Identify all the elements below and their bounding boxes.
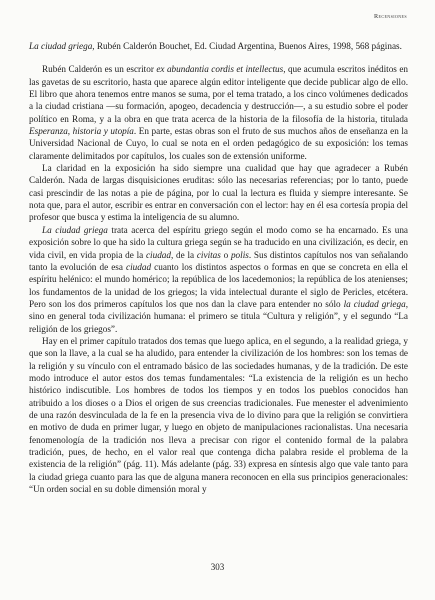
bibliographic-citation: [29, 40, 408, 52]
page-body: [29, 40, 408, 495]
italic-text: ex abundantia cordis et intellectus: [156, 64, 284, 75]
citation-details: Rubén Calderón Bouchet, Ed. Ciudad Argentina, Buenos Aires, 1998, 568 páginas.: [94, 41, 402, 51]
page-number: 303: [210, 562, 225, 572]
running-head: Recensiones: [374, 13, 407, 20]
text-run: cuanto los distintos aspectos o formas en que se concreta en ella el espíritu helénico: el mundo homérico; la república de los lacedemonios; la república de los atenienses; los fundamentos de la unidad de los griegos; la vida intelectual durante el siglo de Pericles, etcétera. Pero son los dos primeros capítulos los que nos dan la clave para entender no sólo: [29, 261, 408, 309]
text-run: o: [220, 249, 231, 260]
paragraph: [29, 335, 408, 495]
italic-text: La ciudad griega: [42, 224, 108, 235]
text-run: , sino en general toda civilización humana: el primero se titula “Cultura y religión”, y el segundo “La religión de los griegos”.: [29, 298, 408, 334]
text-run: La claridad en la exposición ha sido siempre una cualidad que hay que agradecer a Rubén Calderón. Nada de largas disquisiciones eruditas: sólo las necesarias referencias; por lo tanto, puede casi prescindir de las notas a pie de página, por lo cual la lectura es fluida y siempre interesante. Se nota que, para el autor, escribir es entrar en conversación con el lector: hay en él esa cortesía propia del profesor que busca y estima la inteligencia de su alumno.: [29, 163, 408, 223]
italic-text: Esperanza, historia y utopía: [29, 126, 134, 137]
paragraph: [29, 224, 408, 335]
text-run: . En parte, estas obras son el fruto de sus muchos años de enseñanza en la Universidad Nacional de Cuyo, lo cual se nota en el orden pedagógico de su exposición: los temas claramente delimitados por capítulos, los cuales son de extensión uniforme.: [29, 126, 408, 161]
paragraph: [29, 63, 408, 162]
book-title: La ciudad griega,: [29, 41, 95, 51]
text-run: . Sus distintos capítulos nos van señalando tanto la evolución de esa: [29, 249, 408, 272]
italic-text: civitas: [196, 249, 221, 260]
italic-text: ciudad: [145, 249, 171, 260]
text-run: Hay en el primer capítulo tratados dos temas que luego aplica, en el segundo, a la realidad griega, y que son la llave, a la cual se ha aludido, para entender la civilización de los hombres: son los temas de la religión y su vínculo con el entramado básico de las sociedades humanas, y de la tradición. De este modo introduce el autor estos dos temas fundamentales: “La existencia de la religión es un hecho histórico indiscutible. Los hombres de todos los tiempos y en todos los pueblos conocidos han atribuido a los dioses o a Dios el origen de sus creencias tradicionales. Fue menester el advenimiento de una razón desvinculada de la fe en la presencia viva de lo divino para que la religión se convirtiera en motivo de duda en primer lugar, y luego en objeto de manipulaciones racionalistas. Una necesaria fenomenología de la tradición nos lleva a precisar con rigor el contenido formal de la palabra tradición, pues, de hecho, en el valor real que contenga dicha palabra reside el problema de la existencia de la religión” (pág. 11). Más adelante (pág. 33) expresa en síntesis algo que vale tanto para la ciudad griega cuanto para las que de alguna manera reconocen en ella sus principios generacionales: “Un orden social en su doble dimensión moral y: [29, 335, 408, 495]
review-text: [29, 63, 408, 495]
italic-text: ciudad: [126, 261, 152, 272]
text-run: , de la: [171, 249, 197, 260]
text-run: trata acerca del espíritu griego según el modo como se ha encarnado. Es una exposición sobre lo que ha sido la cultura griega según se ha traducido en una civilización, es decir, en vida civil, en vida propia de la: [29, 224, 408, 260]
text-run: , que acumula escritos inéditos en las gavetas de su escritorio, hasta que aparece algún editor inteligente que decide publicar algo de ello. El libro que ahora tenemos entre manos se suma, por el tema tratado, a los cinco volúmenes dedicados a la ciudad cristiana —su formación, apogeo, decadencia y destrucción—, a su estudio sobre el poder político en Roma, y a la obra en que trata acerca de la historia de la filosofía de la historia, titulada: [29, 64, 408, 124]
paragraph: [29, 162, 408, 224]
italic-text: polis: [230, 249, 249, 260]
text-run: Rubén Calderón es un escritor: [42, 64, 157, 75]
italic-text: la ciudad griega: [343, 298, 406, 309]
